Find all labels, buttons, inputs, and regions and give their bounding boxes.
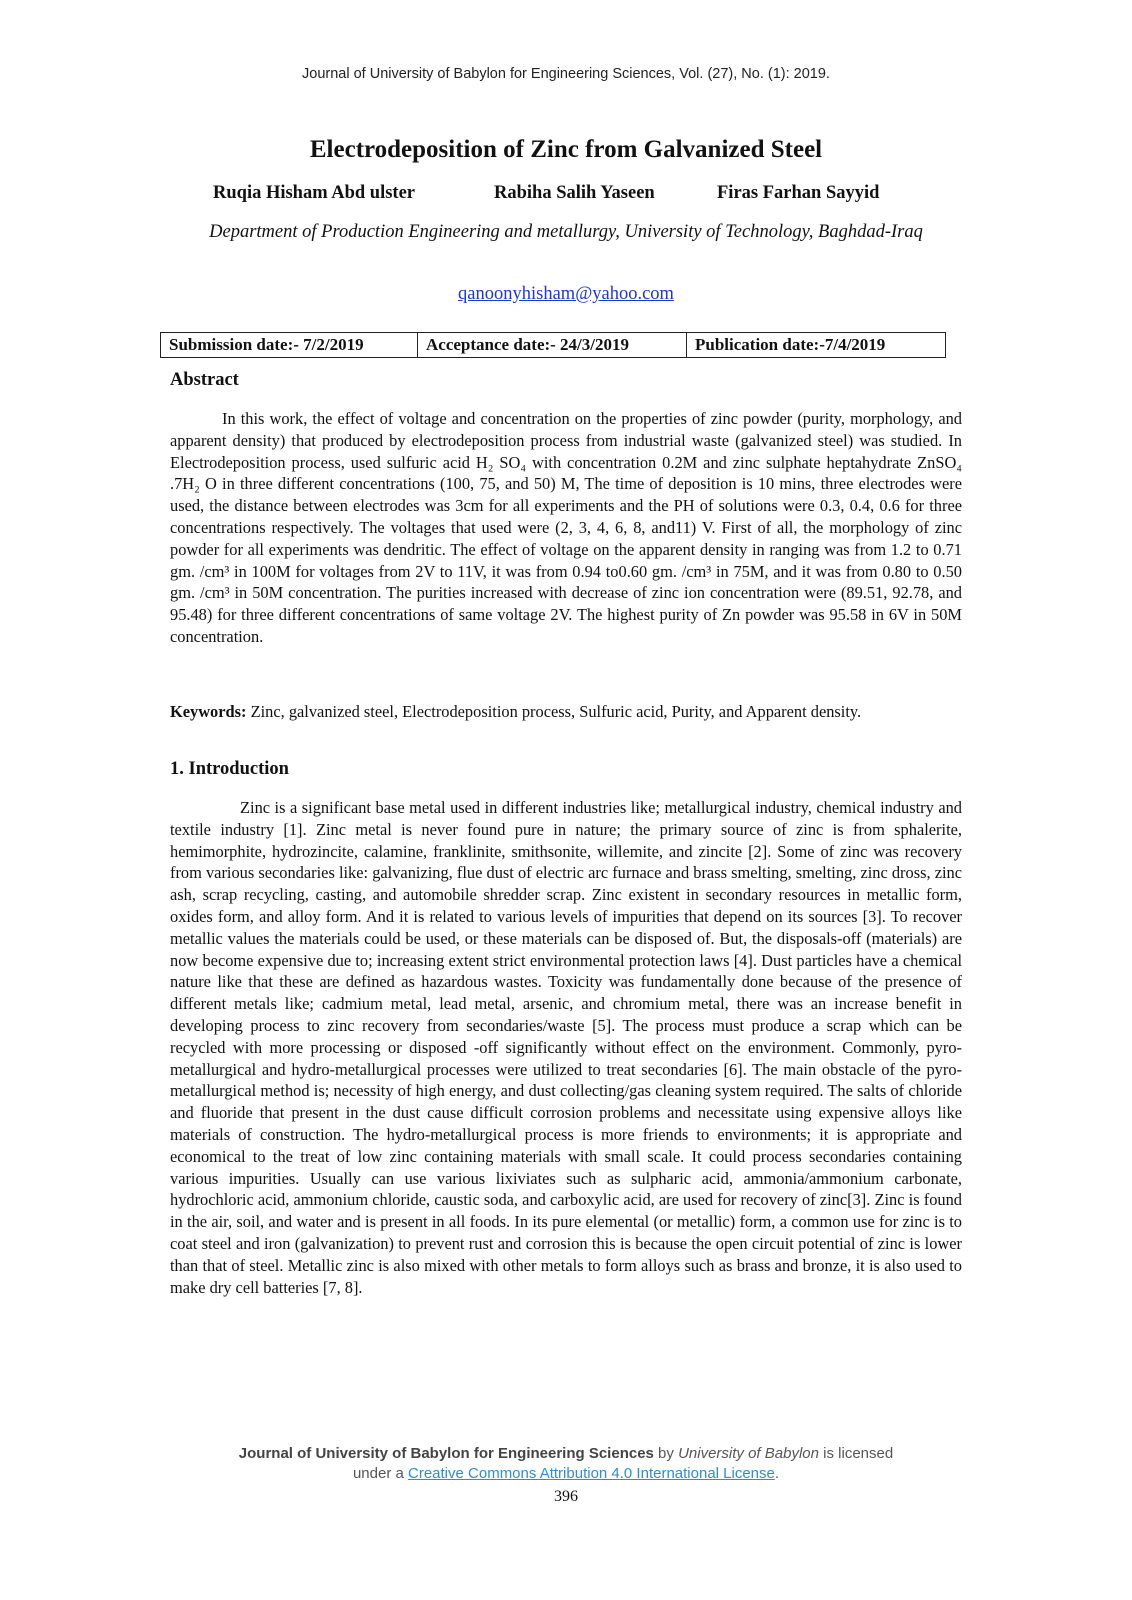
- author-3: Firas Farhan Sayyid: [717, 183, 880, 203]
- author-list: [0, 183, 1132, 209]
- footer-licensed: is licensed: [818, 1445, 894, 1462]
- page-number: 396: [554, 1488, 578, 1505]
- email-link[interactable]: qanoonyhisham@yahoo.com: [458, 284, 674, 304]
- paper-title: Electrodeposition of Zinc from Galvanized Steel: [309, 136, 823, 163]
- introduction-body: Zinc is a significant base metal used in different industries like; metallurgical industry, chemical industry and textile industry [1]. Zinc metal is never found pure in nature; the primary source of zinc is from sphalerite, hemimorphite, hydrozincite, calamine, franklinite, smithsonite, willemite, and zincite [2]. Some of zinc was recovery from various secondaries like: galvanizing, flue dust of electric arc furnace and brass smelting, smelting, zinc dross, zinc ash, scrap recycling, casting, and automobile shredder scrap. Zinc existent in secondary resources in metallic form, oxides form, and alloy form. And it is related to various levels of impurities that depend on its sources [3]. To recover metallic values the materials could be used, or these materials can be disposed of. But, the disposals-off (materials) are now become expensive due to; increasing extent strict environmental protection laws [4]. Dust particles have a chemical nature like that these are defined as hazardous wastes. Toxicity was fundamentally done because of the presence of different metals like; cadmium metal, lead metal, arsenic, and chromium metal, there was an increase benefit in developing process to zinc recovery from secondaries/waste [5]. The process must produce a scrap which can be recycled with more processing or disposed -off significantly without effect on the environment. Commonly, pyro-metallurgical and hydro-metallurgical processes were utilized to treat secondaries [6]. The main obstacle of the pyro-metallurgical method is; necessity of high energy, and dust collecting/gas cleaning system required. The salts of chloride and fluoride that present in the dust cause difficult corrosion problems and necessitate using expensive alloys like materials of construction. The hydro-metallurgical process is more friends to environments; it is appropriate and economical to the treat of low zinc containing materials with small scale. It could process secondaries containing various impurities. Usually can use various lixiviates such as sulpharic acid, ammonia/ammonium carbonate, hydrochloric acid, ammonium chloride, caustic soda, and carboxylic acid, are used for recovery of zinc[3]. Zinc is found in the air, soil, and water and is present in all foods. In its pure elemental (or metallic) form, a common use for zinc is to coat steel and iron (galvanization) to prevent rust and corrosion this is because the open circuit potential of zinc is lower than that of steel. Metallic zinc is also mixed with other metals to form alloys such as brass and bronze, it is also used to make dry cell batteries [7, 8].: [170, 798, 962, 1297]
- acceptance-date: Acceptance date:- 24/3/2019: [418, 333, 687, 358]
- keywords-text: Zinc, galvanized steel, Electrodeposition process, Sulfuric acid, Purity, and Apparent density.: [250, 702, 862, 721]
- footer-line-2: [0, 1464, 1132, 1484]
- running-header: Journal of University of Babylon for Engineering Sciences, Vol. (27), No. (1): 2019.: [302, 66, 830, 82]
- license-link[interactable]: Creative Commons Attribution 4.0 International License: [408, 1465, 775, 1482]
- license-footer: [0, 1444, 1132, 1484]
- keywords-label: Keywords:: [170, 702, 247, 721]
- author-1: Ruqia Hisham Abd ulster: [213, 183, 416, 203]
- affiliation: Department of Production Engineering and metallurgy, University of Technology, Baghdad-Iraq: [209, 222, 923, 242]
- abstract-body: In this work, the effect of voltage and concentration on the properties of zinc powder (purity, morphology, and apparent density) that produced by electrodeposition process from industrial waste (galvanized steel) was studied. In Electrodeposition process, used sulfuric acid H₂ SO₄ with concentration 0.2M and zinc sulphate heptahydrate ZnSO₄ .7H₂ O in three different concentrations (100, 75, and 50) M, The time of deposition is 10 mins, three electrodes were used, the distance between electrodes was 3cm for all experiments and the PH of solutions were 0.3, 0.4, 0.6 for three concentrations respectively. The voltages that used were (2, 3, 4, 6, 8, and11) V. First of all, the morphology of zinc powder for all experiments was dendritic. The effect of voltage on the apparent density in ranging was from 1.2 to 0.71 gm. /cm³ in 100M for voltages from 2V to 11V, it was from 0.94 to0.60 gm. /cm³ in 75M, and it was from 0.80 to 0.50 gm. /cm³ in 50M concentration. The purities increased with decrease of zinc ion concentration were (89.51, 92.78, and 95.48) for three different concentrations of same voltage 2V. The highest purity of Zn powder was 95.58 in 6V in 50M concentration.: [170, 409, 962, 646]
- footer-period: .: [774, 1465, 780, 1482]
- submission-date: Submission date:- 7/2/2019: [161, 333, 418, 358]
- abstract-heading: Abstract: [170, 370, 239, 390]
- email-line: [0, 284, 1132, 305]
- keywords-paragraph: [170, 701, 962, 723]
- footer-journal: Journal of University of Babylon for Engineering Sciences: [238, 1445, 654, 1462]
- dates-table: [160, 332, 946, 358]
- footer-line-1: [0, 1444, 1132, 1464]
- author-2: Rabiha Salih Yaseen: [494, 183, 655, 203]
- footer-publisher: University of Babylon: [678, 1445, 819, 1462]
- introduction-heading: 1. Introduction: [170, 759, 289, 779]
- footer-by: by: [653, 1445, 679, 1462]
- footer-under: under a: [352, 1465, 408, 1482]
- publication-date: Publication date:-7/4/2019: [687, 333, 946, 358]
